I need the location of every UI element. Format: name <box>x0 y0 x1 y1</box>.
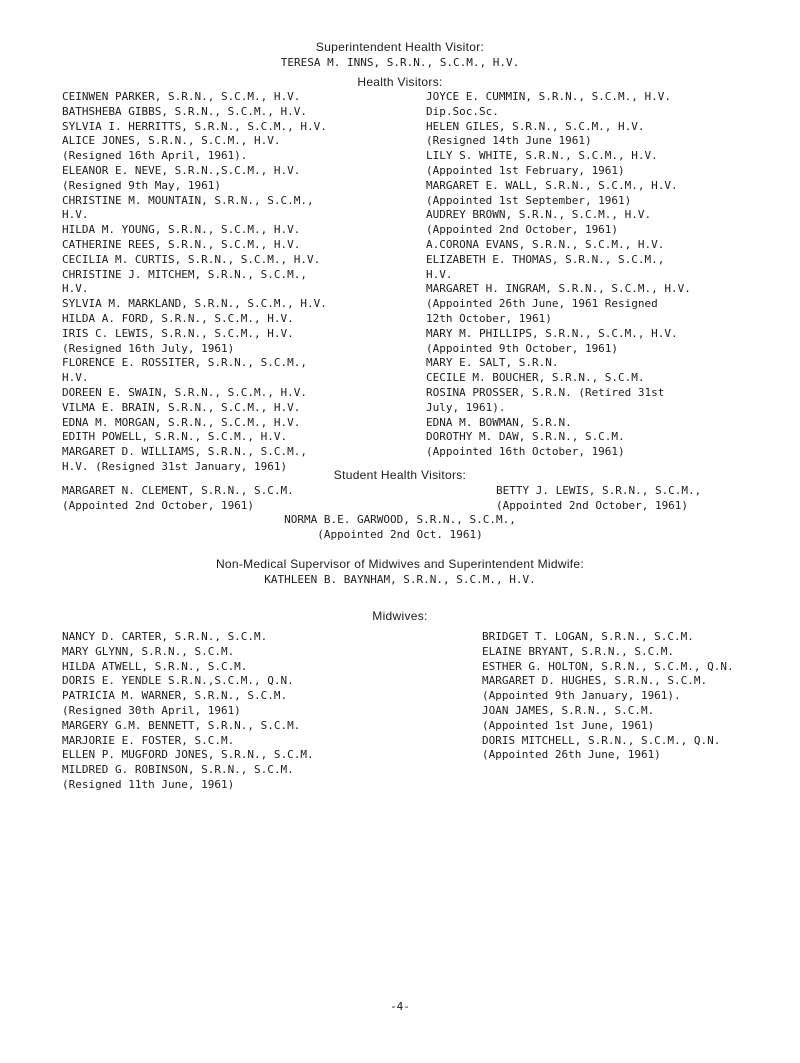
list-item: HILDA ATWELL, S.R.N., S.C.M. <box>62 659 248 673</box>
health-visitors-right-column <box>426 90 691 460</box>
list-item: 12th October, 1961) <box>426 311 552 325</box>
list-item: AUDREY BROWN, S.R.N., S.C.M., H.V. <box>426 208 652 222</box>
list-item: (Resigned 14th June 1961) <box>426 134 592 148</box>
list-item: ROSINA PROSSER, S.R.N. (Retired 31st <box>426 385 665 399</box>
student-health-visitors-center <box>0 513 800 543</box>
list-item: MARGARET N. CLEMENT, S.R.N., S.C.M. <box>62 484 294 497</box>
list-item: HELEN GILES, S.R.N., S.C.M., H.V. <box>426 119 645 133</box>
midwives-right-column <box>482 630 734 763</box>
list-item: (Appointed 1st February, 1961) <box>426 163 625 177</box>
list-item: HILDA A. FORD, S.R.N., S.C.M., H.V. <box>62 311 294 325</box>
list-item: IRIS C. LEWIS, S.R.N., S.C.M., H.V. <box>62 326 294 340</box>
list-item: H.V. <box>62 371 89 385</box>
list-item: (Appointed 2nd Oct. 1961) <box>317 527 483 541</box>
list-item: MARY GLYNN, S.R.N., S.C.M. <box>62 644 235 658</box>
list-item: (Resigned 30th April, 1961) <box>62 703 241 717</box>
list-item: (Appointed 26th June, 1961 Resigned <box>426 297 658 311</box>
list-item: MARY E. SALT, S.R.N. <box>426 356 559 370</box>
student-health-visitors-right-column <box>496 484 701 514</box>
list-item: (Resigned 16th July, 1961) <box>62 341 235 355</box>
list-item: SYLVIA I. HERRITTS, S.R.N., S.C.M., H.V. <box>62 119 327 133</box>
health-visitors-left-column <box>62 90 327 475</box>
list-item: BATHSHEBA GIBBS, S.R.N., S.C.M., H.V. <box>62 104 308 118</box>
list-item: (Appointed 26th June, 1961) <box>482 748 661 762</box>
list-item: MILDRED G. ROBINSON, S.R.N., S.C.M. <box>62 763 294 777</box>
list-item: Dip.Soc.Sc. <box>426 104 499 118</box>
list-item: JOYCE E. CUMMIN, S.R.N., S.C.M., H.V. <box>426 90 672 103</box>
health-visitors-heading: Health Visitors: <box>357 75 443 89</box>
student-health-visitors-heading: Student Health Visitors: <box>333 468 467 482</box>
list-item: PATRICIA M. WARNER, S.R.N., S.C.M. <box>62 689 288 703</box>
list-item: CECILIA M. CURTIS, S.R.N., S.C.M., H.V. <box>62 252 321 266</box>
list-item: CEINWEN PARKER, S.R.N., S.C.M., H.V. <box>62 90 301 103</box>
list-item: LILY S. WHITE, S.R.N., S.C.M., H.V. <box>426 149 658 163</box>
list-item: (Resigned 16th April, 1961). <box>62 149 248 163</box>
list-item: (Resigned 11th June, 1961) <box>62 777 235 791</box>
list-item: (Appointed 16th October, 1961) <box>426 445 625 459</box>
midwives-left-column <box>62 630 314 793</box>
list-item: JOAN JAMES, S.R.N., S.C.M. <box>482 703 655 717</box>
list-item: ELEANOR E. NEVE, S.R.N.,S.C.M., H.V. <box>62 163 301 177</box>
list-item: FLORENCE E. ROSSITER, S.R.N., S.C.M., <box>62 356 308 370</box>
page-number: -4- <box>390 1000 410 1013</box>
list-item: EDITH POWELL, S.R.N., S.C.M., H.V. <box>62 430 288 444</box>
list-item: (Appointed 2nd October, 1961) <box>62 498 255 512</box>
list-item: July, 1961). <box>426 400 506 414</box>
list-item: (Appointed 1st June, 1961) <box>482 718 655 732</box>
list-item: MARGARET D. WILLIAMS, S.R.N., S.C.M., <box>62 445 308 459</box>
list-item: NANCY D. CARTER, S.R.N., S.C.M. <box>62 630 268 643</box>
list-item: CECILE M. BOUCHER, S.R.N., S.C.M. <box>426 371 645 385</box>
list-item: ALICE JONES, S.R.N., S.C.M., H.V. <box>62 134 281 148</box>
list-item: H.V. <box>62 282 89 296</box>
supervisor-name: KATHLEEN B. BAYNHAM, S.R.N., S.C.M., H.V. <box>264 573 536 586</box>
list-item: EDNA M. BOWMAN, S.R.N. <box>426 415 572 429</box>
list-item: MARGARET H. INGRAM, S.R.N., S.C.M., H.V. <box>426 282 691 296</box>
list-item: H.V. <box>426 267 453 281</box>
list-item: (Appointed 9th January, 1961). <box>482 689 681 703</box>
list-item: MARJORIE E. FOSTER, S.C.M. <box>62 733 235 747</box>
superintendent-title: Superintendent Health Visitor: <box>315 40 485 54</box>
list-item: BETTY J. LEWIS, S.R.N., S.C.M., <box>496 484 702 497</box>
student-health-visitors-left-column <box>62 484 294 514</box>
superintendent-name: TERESA M. INNS, S.R.N., S.C.M., H.V. <box>280 56 520 69</box>
list-item: MARGARET E. WALL, S.R.N., S.C.M., H.V. <box>426 178 678 192</box>
list-item: NORMA B.E. GARWOOD, S.R.N., S.C.M., <box>284 513 516 526</box>
list-item: DOROTHY M. DAW, S.R.N., S.C.M. <box>426 430 625 444</box>
list-item: A.CORONA EVANS, S.R.N., S.C.M., H.V. <box>426 237 665 251</box>
list-item: ESTHER G. HOLTON, S.R.N., S.C.M., Q.N. <box>482 659 734 673</box>
list-item: DOREEN E. SWAIN, S.R.N., S.C.M., H.V. <box>62 385 308 399</box>
list-item: DORIS MITCHELL, S.R.N., S.C.M., Q.N. <box>482 733 721 747</box>
list-item: ELIZABETH E. THOMAS, S.R.N., S.C.M., <box>426 252 665 266</box>
list-item: VILMA E. BRAIN, S.R.N., S.C.M., H.V. <box>62 400 301 414</box>
list-item: EDNA M. MORGAN, S.R.N., S.C.M., H.V. <box>62 415 301 429</box>
list-item: H.V. (Resigned 31st January, 1961) <box>62 459 288 473</box>
list-item: BRIDGET T. LOGAN, S.R.N., S.C.M. <box>482 630 694 643</box>
list-item: DORIS E. YENDLE S.R.N.,S.C.M., Q.N. <box>62 674 294 688</box>
list-item: (Resigned 9th May, 1961) <box>62 178 221 192</box>
midwives-heading: Midwives: <box>372 609 428 623</box>
list-item: MARY M. PHILLIPS, S.R.N., S.C.M., H.V. <box>426 326 678 340</box>
list-item: (Appointed 1st September, 1961) <box>426 193 632 207</box>
list-item: CHRISTINE J. MITCHEM, S.R.N., S.C.M., <box>62 267 308 281</box>
list-item: ELLEN P. MUGFORD JONES, S.R.N., S.C.M. <box>62 748 314 762</box>
list-item: MARGARET D. HUGHES, S.R.N., S.C.M. <box>482 674 708 688</box>
list-item: (Appointed 9th October, 1961) <box>426 341 619 355</box>
list-item: CHRISTINE M. MOUNTAIN, S.R.N., S.C.M., <box>62 193 314 207</box>
list-item: (Appointed 2nd October, 1961) <box>426 223 619 237</box>
list-item: HILDA M. YOUNG, S.R.N., S.C.M., H.V. <box>62 223 301 237</box>
list-item: MARGERY G.M. BENNETT, S.R.N., S.C.M. <box>62 718 301 732</box>
list-item: SYLVIA M. MARKLAND, S.R.N., S.C.M., H.V. <box>62 297 327 311</box>
list-item: H.V. <box>62 208 89 222</box>
list-item: ELAINE BRYANT, S.R.N., S.C.M. <box>482 644 675 658</box>
list-item: CATHERINE REES, S.R.N., S.C.M., H.V. <box>62 237 301 251</box>
supervisor-title: Non-Medical Supervisor of Midwives and Superintendent Midwife: <box>215 557 585 571</box>
list-item: (Appointed 2nd October, 1961) <box>496 498 689 512</box>
